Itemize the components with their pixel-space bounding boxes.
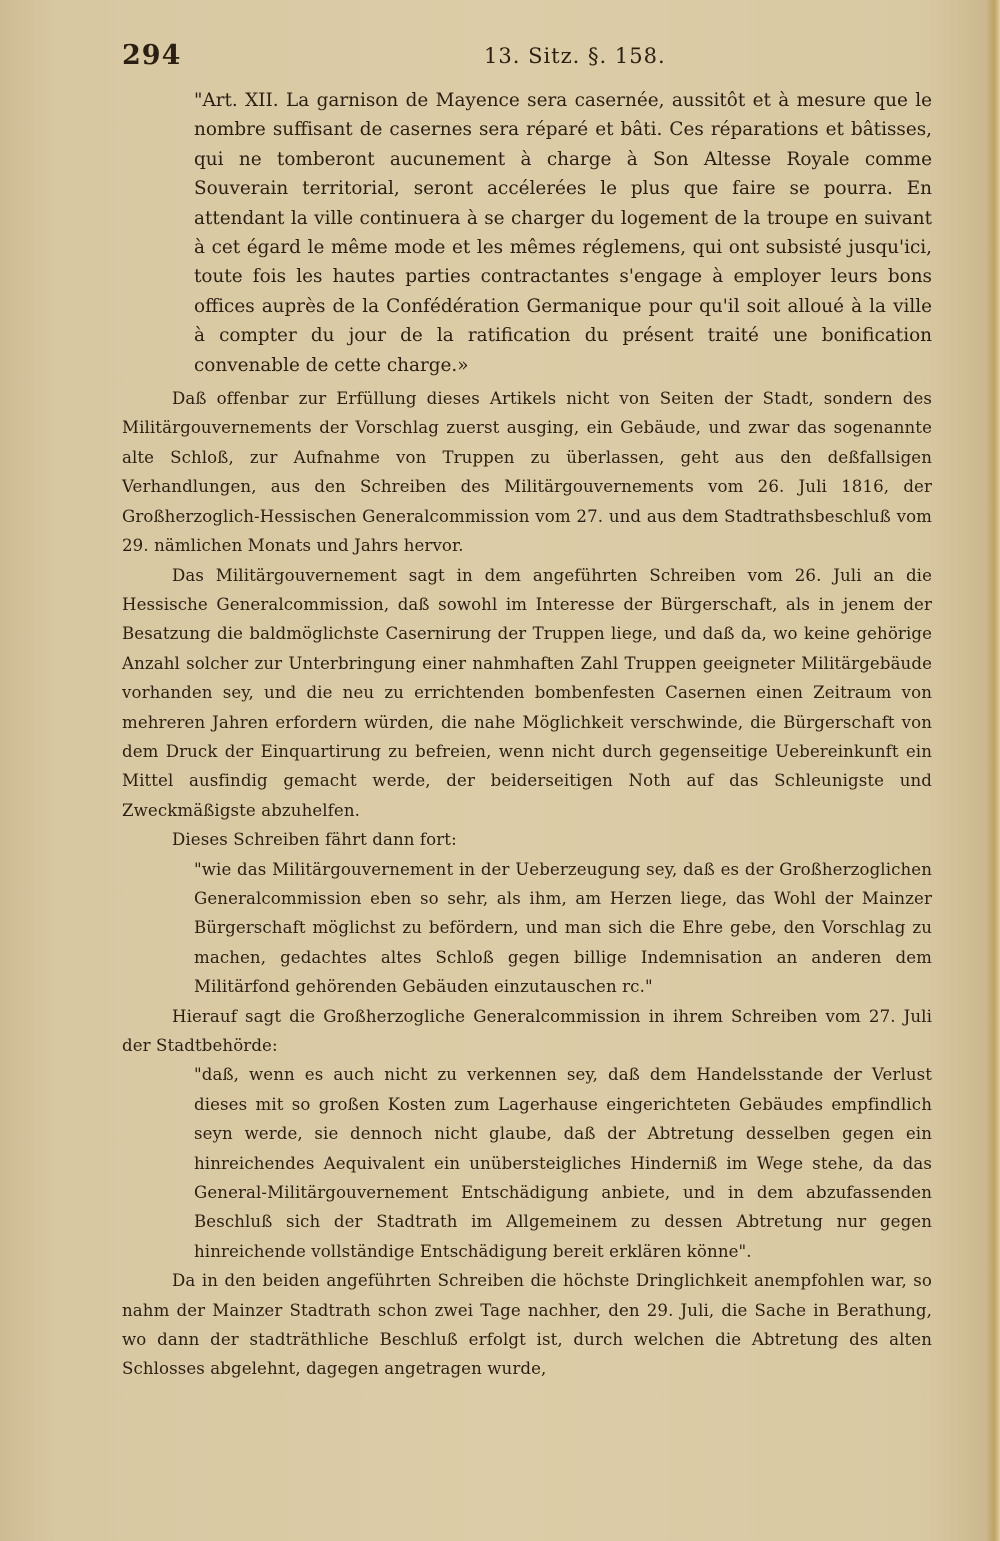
page-header xyxy=(122,40,942,76)
paragraph: Dieses Schreiben fährt dann fort: xyxy=(172,830,457,850)
body-text xyxy=(122,86,932,1384)
paragraph: Hierauf sagt die Großherzogliche Generalcommission in ihrem Schreiben vom 27. Juli der Stadtbehörde: xyxy=(122,1006,932,1055)
page-number: 294 xyxy=(122,40,182,71)
running-head: 13. Sitz. §. 158. xyxy=(484,44,666,68)
quoted-letter: "wie das Militärgouvernement in der Ueberzeugung sey, daß es der Großherzoglichen Generalcommission eben so sehr, als ihm, am Herzen liege, das Wohl der Mainzer Bürgerschaft möglichst zu befördern, und man sich die Ehre gebe, den Vorschlag zu machen, gedachtes altes Schloß gegen billige Indemnisation an anderen dem Militärfond gehörenden Gebäuden einzutauschen rc." xyxy=(194,859,932,997)
page-edge xyxy=(986,0,1000,1541)
quoted-letter: "daß, wenn es auch nicht zu verkennen sey, daß dem Handelsstande der Verlust dieses mit so großen Kosten zum Lagerhause eingerichteten Gebäudes empfindlich seyn werde, sie dennoch nicht glaube, daß der Abtretung desselben gegen ein hinreichendes Aequivalent ein unübersteigliches Hinderniß im Wege stehe, da das General-Militärgouvernement Entschädigung anbiete, und in dem abzufassenden Beschluß sich der Stadtrath im Allgemeinem zu dessen Abtretung nur gegen hinreichende vollständige Entschädigung bereit erklären könne". xyxy=(194,1065,932,1261)
paragraph: Das Militärgouvernement sagt in dem angeführten Schreiben vom 26. Juli an die Hessische Generalcommission, daß sowohl im Interesse der Bürgerschaft, als in jenem der Besatzung die baldmöglichste Casernirung der Truppen liege, und daß da, wo keine gehörige Anzahl solcher zur Unterbringung einer nahmhaften Zahl Truppen geeigneter Militärgebäude vorhanden sey, und die neu zu errichtenden bombenfesten Casernen einen Zeitraum von mehreren Jahren erfordern würden, die nahe Möglichkeit verschwinde, die Bürgerschaft von dem Druck der Einquartirung zu befreien, wenn nicht durch gegenseitige Uebereinkunft ein Mittel ausfindig gemacht werde, der beiderseitigen Noth auf das Schleunigste und Zweckmäßigste abzuhelfen. xyxy=(122,565,932,820)
paragraph: Da in den beiden angeführten Schreiben die höchste Dringlichkeit anempfohlen war, so nahm der Mainzer Stadtrath schon zwei Tage nachher, den 29. Juli, die Sache in Berathung, wo dann der stadträthliche Beschluß erfolgt ist, durch welchen die Abtretung des alten Schlosses abgelehnt, dagegen angetragen wurde, xyxy=(122,1271,932,1379)
french-article-quote: "Art. XII. La garnison de Mayence sera casernée, aussitôt et à mesure que le nombre suffisant de casernes sera réparé et bâti. Ces réparations et bâtisses, qui ne tomberont aucunement à charge à Son Altesse Royale comme Souverain territorial, seront accélerées le plus que faire se pourra. En attendant la ville continuera à se charger du logement de la troupe en suivant à cet égard le même mode et les mêmes réglemens, qui ont subsisté jusqu'ici, toute fois les hautes parties contractantes s'engage à employer leurs bons offices auprès de la Confédération Germanique pour qu'il soit alloué à la ville à compter du jour de la ratification du présent traité une bonification convenable de cette charge.» xyxy=(194,90,932,376)
paragraph: Daß offenbar zur Erfüllung dieses Artikels nicht von Seiten der Stadt, sondern des Militärgouvernements der Vorschlag zuerst ausging, ein Gebäude, und zwar das sogenannte alte Schloß, zur Aufnahme von Truppen zu überlassen, geht aus den deßfallsigen Verhandlungen, aus den Schreiben des Militärgouvernements vom 26. Juli 1816, der Großherzoglich-Hessischen Generalcommission vom 27. und aus dem Stadtrathsbeschluß vom 29. nämlichen Monats und Jahrs hervor. xyxy=(122,389,932,556)
